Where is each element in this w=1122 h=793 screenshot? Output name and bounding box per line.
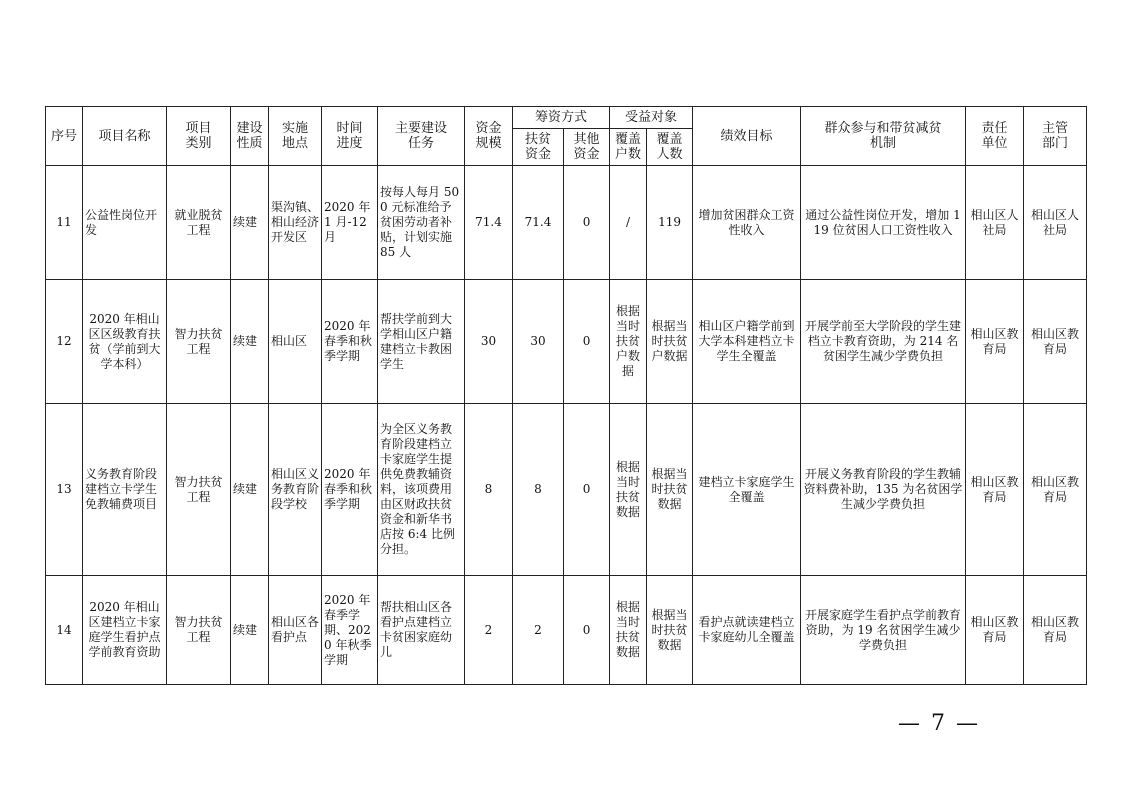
cell-schedule: 2020 年春季和秋季学期 bbox=[322, 404, 378, 576]
cell-goal: 增加贫困群众工资性收入 bbox=[693, 166, 801, 280]
cell-tasks: 帮扶学前到大学相山区户籍建档立卡教困学生 bbox=[378, 280, 465, 404]
header-schedule: 时间 进度 bbox=[322, 107, 378, 166]
cell-mechanism: 通过公益性岗位开发，增加 119 位贫困人口工资性收入 bbox=[801, 166, 966, 280]
cell-category: 智力扶贫工程 bbox=[167, 404, 231, 576]
header-scale: 资金 规模 bbox=[465, 107, 513, 166]
cell-goal: 建档立卡家庭学生全覆盖 bbox=[693, 404, 801, 576]
header-name: 项目名称 bbox=[83, 107, 167, 166]
header-goal: 绩效目标 bbox=[693, 107, 801, 166]
cell-scale: 2 bbox=[465, 576, 513, 685]
cell-seq: 11 bbox=[46, 166, 83, 280]
table-row bbox=[46, 166, 1087, 280]
cell-persons: 根据当时扶贫数据 bbox=[647, 404, 693, 576]
project-table bbox=[45, 106, 1087, 685]
cell-nature: 续建 bbox=[231, 404, 269, 576]
cell-schedule: 2020 年春季和秋季学期 bbox=[322, 280, 378, 404]
header-dept: 主管 部门 bbox=[1024, 107, 1087, 166]
cell-schedule: 2020 年春季学期、2020 年秋季学期 bbox=[322, 576, 378, 685]
header-funding-other: 其他 资金 bbox=[564, 129, 610, 166]
cell-goal: 相山区户籍学前到大学本科建档立卡学生全覆盖 bbox=[693, 280, 801, 404]
header-resp-unit: 责任 单位 bbox=[966, 107, 1024, 166]
header-persons: 覆盖 人数 bbox=[647, 129, 693, 166]
cell-location: 相山区 bbox=[269, 280, 322, 404]
cell-seq: 13 bbox=[46, 404, 83, 576]
cell-location: 相山区义务教育阶段学校 bbox=[269, 404, 322, 576]
cell-poverty-funds: 71.4 bbox=[513, 166, 564, 280]
cell-households: 根据当时扶贫户数据 bbox=[610, 280, 647, 404]
cell-tasks: 帮扶相山区各看护点建档立卡贫困家庭幼儿 bbox=[378, 576, 465, 685]
cell-category: 智力扶贫工程 bbox=[167, 576, 231, 685]
cell-persons: 119 bbox=[647, 166, 693, 280]
cell-scale: 71.4 bbox=[465, 166, 513, 280]
header-tasks: 主要建设 任务 bbox=[378, 107, 465, 166]
table-row bbox=[46, 280, 1087, 404]
cell-other-funds: 0 bbox=[564, 280, 610, 404]
cell-households: 根据当时扶贫数据 bbox=[610, 404, 647, 576]
cell-scale: 8 bbox=[465, 404, 513, 576]
header-funding: 筹资方式 bbox=[513, 107, 610, 129]
cell-other-funds: 0 bbox=[564, 576, 610, 685]
table-row bbox=[46, 576, 1087, 685]
cell-name: 公益性岗位开发 bbox=[83, 166, 167, 280]
cell-goal: 看护点就读建档立卡家庭幼儿全覆盖 bbox=[693, 576, 801, 685]
cell-location: 渠沟镇、相山经济开发区 bbox=[269, 166, 322, 280]
header-category: 项目 类别 bbox=[167, 107, 231, 166]
cell-seq: 14 bbox=[46, 576, 83, 685]
header-seq: 序号 bbox=[46, 107, 83, 166]
cell-persons: 根据当时扶贫户数据 bbox=[647, 280, 693, 404]
cell-resp-unit: 相山区人社局 bbox=[966, 166, 1024, 280]
cell-resp-unit: 相山区教育局 bbox=[966, 280, 1024, 404]
cell-dept: 相山区教育局 bbox=[1024, 404, 1087, 576]
cell-category: 智力扶贫工程 bbox=[167, 280, 231, 404]
cell-nature: 续建 bbox=[231, 166, 269, 280]
table-row bbox=[46, 404, 1087, 576]
cell-name: 2020 年相山区区级教育扶贫（学前到大学本科） bbox=[83, 280, 167, 404]
cell-category: 就业脱贫工程 bbox=[167, 166, 231, 280]
cell-mechanism: 开展义务教育阶段的学生教辅资料费补助，135 为名贫困学生减少学费负担 bbox=[801, 404, 966, 576]
header-households: 覆盖 户数 bbox=[610, 129, 647, 166]
cell-location: 相山区各看护点 bbox=[269, 576, 322, 685]
cell-name: 义务教育阶段建档立卡学生免教辅费项目 bbox=[83, 404, 167, 576]
cell-mechanism: 开展学前至大学阶段的学生建档立卡教育资助，为 214 名贫困学生减少学费负担 bbox=[801, 280, 966, 404]
cell-resp-unit: 相山区教育局 bbox=[966, 576, 1024, 685]
header-nature: 建设 性质 bbox=[231, 107, 269, 166]
cell-persons: 根据当时扶贫数据 bbox=[647, 576, 693, 685]
cell-resp-unit: 相山区教育局 bbox=[966, 404, 1024, 576]
header-mechanism: 群众参与和带贫减贫 机制 bbox=[801, 107, 966, 166]
cell-name: 2020 年相山区建档立卡家庭学生看护点学前教育资助 bbox=[83, 576, 167, 685]
page-number: — 7 — bbox=[898, 711, 980, 736]
cell-mechanism: 开展家庭学生看护点学前教育资助，为 19 名贫困学生减少学费负担 bbox=[801, 576, 966, 685]
cell-poverty-funds: 8 bbox=[513, 404, 564, 576]
header-location: 实施 地点 bbox=[269, 107, 322, 166]
cell-other-funds: 0 bbox=[564, 166, 610, 280]
header-beneficiary: 受益对象 bbox=[610, 107, 693, 129]
cell-scale: 30 bbox=[465, 280, 513, 404]
cell-tasks: 按每人每月 500 元标准给予贫困劳动者补贴，计划实施 85 人 bbox=[378, 166, 465, 280]
cell-seq: 12 bbox=[46, 280, 83, 404]
cell-nature: 续建 bbox=[231, 280, 269, 404]
cell-dept: 相山区教育局 bbox=[1024, 280, 1087, 404]
cell-poverty-funds: 2 bbox=[513, 576, 564, 685]
cell-schedule: 2020 年 1 月-12 月 bbox=[322, 166, 378, 280]
cell-nature: 续建 bbox=[231, 576, 269, 685]
cell-households: 根据当时扶贫数据 bbox=[610, 576, 647, 685]
header-funding-poverty: 扶贫 资金 bbox=[513, 129, 564, 166]
cell-dept: 相山区教育局 bbox=[1024, 576, 1087, 685]
cell-households: / bbox=[610, 166, 647, 280]
cell-dept: 相山区人社局 bbox=[1024, 166, 1087, 280]
cell-other-funds: 0 bbox=[564, 404, 610, 576]
cell-poverty-funds: 30 bbox=[513, 280, 564, 404]
cell-tasks: 为全区义务教育阶段建档立卡家庭学生提供免费教辅资料，该项费用由区财政扶贫资金和新华书店按 6:4 比例分担。 bbox=[378, 404, 465, 576]
